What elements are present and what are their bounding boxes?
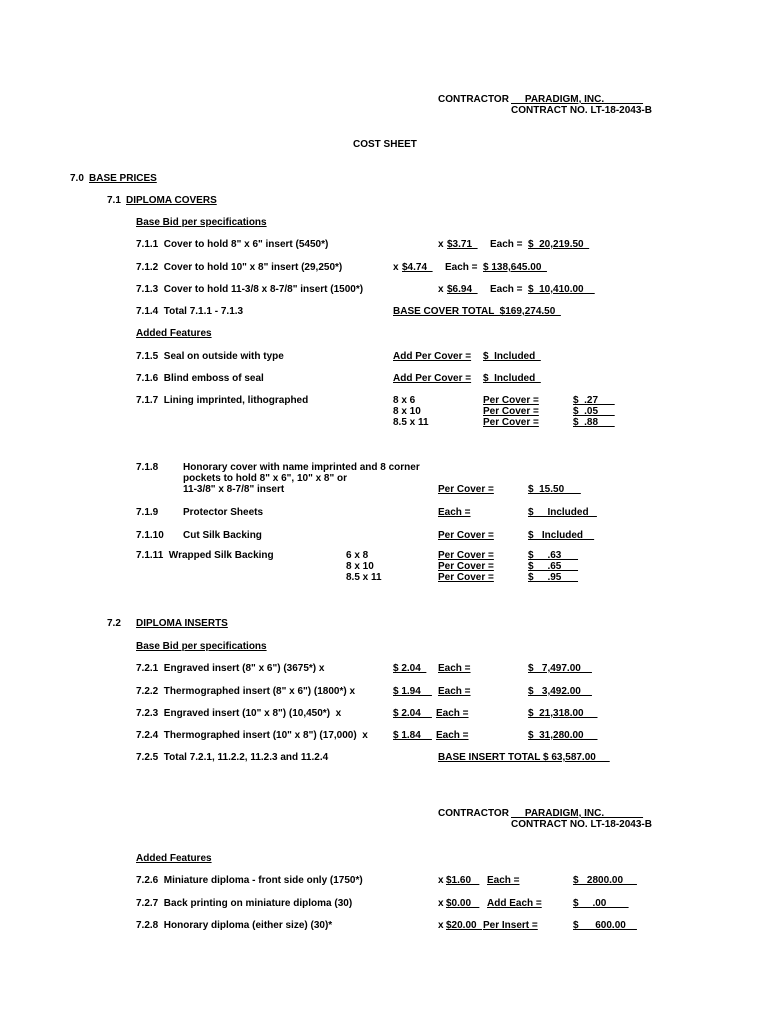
feature-719-per: Each =	[438, 507, 471, 518]
insert-723-label: 7.2.3 Engraved insert (10" x 8") (10,450*) x	[136, 708, 342, 719]
feature-717-per: Per Cover =	[483, 417, 539, 428]
cover-711-price: $3.71	[447, 239, 478, 250]
cover-713-mult: x	[438, 284, 447, 295]
feature-7111-size: 6 x 8	[346, 550, 369, 561]
cover-713-total: $ 10,410.00	[528, 284, 595, 295]
contract-number: CONTRACT NO. LT-18-2043-B	[511, 105, 652, 116]
extra-727-label: 7.2.7 Back printing on miniature diploma (30)	[136, 898, 353, 909]
insert-724-price: $ 1.84	[393, 730, 432, 741]
insert-total-label: 7.2.5 Total 7.2.1, 11.2.2, 11.2.3 and 11.2.4	[136, 752, 329, 763]
feature-7111-per: Per Cover =	[438, 550, 494, 561]
section-7-2-label: DIPLOMA INSERTS	[136, 618, 228, 629]
cover-711-each-label: Each =	[490, 239, 526, 250]
section-7-0-label: BASE PRICES	[89, 173, 157, 184]
cover-total-value: BASE COVER TOTAL $169,274.50	[393, 306, 561, 317]
insert-723-each: Each =	[436, 708, 469, 719]
feature-7110-value: $ Included	[528, 530, 595, 541]
section-7-1-label: DIPLOMA COVERS	[126, 195, 217, 206]
feature-718-number: 7.1.8	[136, 462, 159, 473]
feature-719-value: $ Included	[528, 507, 597, 518]
feature-7111-value: $ .63	[528, 550, 579, 561]
insert-total-value: BASE INSERT TOTAL $ 63,587.00	[438, 752, 610, 763]
extra-727-each: Add Each =	[487, 898, 542, 909]
insert-722-total: $ 3,492.00	[528, 686, 592, 697]
cover-711-mult: x	[438, 239, 447, 250]
feature-7111-label: 7.1.11 Wrapped Silk Backing	[136, 550, 274, 561]
insert-721-each: Each =	[438, 663, 471, 674]
feature-717-value: $ .88	[573, 417, 615, 428]
cover-712-label: 7.1.2 Cover to hold 10" x 8" insert (29,250*)	[136, 262, 343, 273]
cover-713-price: $6.94	[447, 284, 478, 295]
extra-728-price: $20.00	[446, 920, 483, 931]
insert-724-total: $ 31,280.00	[528, 730, 598, 741]
insert-722-each: Each =	[438, 686, 471, 697]
extra-728-label: 7.2.8 Honorary diploma (either size) (30)*	[136, 920, 333, 931]
cover-711-label: 7.1.1 Cover to hold 8" x 6" insert (5450*)	[136, 239, 329, 250]
cover-712-price: $4.74	[402, 262, 433, 273]
extra-728-total: $ 600.00	[573, 920, 637, 931]
feature-718-per: Per Cover =	[438, 484, 494, 495]
insert-723-total: $ 21,318.00	[528, 708, 598, 719]
added-features-heading: Added Features	[136, 328, 212, 339]
contractor-label: CONTRACTOR	[438, 94, 509, 105]
extra-726-mult: x	[438, 875, 447, 886]
extra-727-total: $ .00	[573, 898, 629, 909]
extra-728-mult: x	[438, 920, 447, 931]
cover-total-label: 7.1.4 Total 7.1.1 - 7.1.3	[136, 306, 244, 317]
feature-715-add-label: Add Per Cover =	[393, 351, 472, 362]
contractor-value: PARADIGM, INC.	[511, 94, 644, 105]
feature-7111-value: $ .65	[528, 561, 579, 572]
section-7-0-number: 7.0	[70, 173, 84, 184]
extra-726-label: 7.2.6 Miniature diploma - front side only (1750*)	[136, 875, 363, 886]
base-bid-heading: Base Bid per specifications	[136, 217, 267, 228]
added-features-heading: Added Features	[136, 853, 212, 864]
feature-7111-size: 8 x 10	[346, 561, 374, 572]
feature-717-size: 8.5 x 11	[393, 417, 429, 428]
base-bid-heading: Base Bid per specifications	[136, 641, 267, 652]
cover-712-total: $ 138,645.00	[483, 262, 547, 273]
extra-726-price: $1.60	[446, 875, 480, 886]
insert-724-label: 7.2.4 Thermographed insert (10" x 8") (17,000) x	[136, 730, 368, 741]
extra-726-total: $ 2800.00	[573, 875, 637, 886]
feature-716-label: 7.1.6 Blind emboss of seal	[136, 373, 264, 384]
feature-7111-size: 8.5 x 11	[346, 572, 382, 583]
feature-717-value: $ .27	[573, 395, 615, 406]
insert-721-label: 7.2.1 Engraved insert (8" x 6") (3675*) x	[136, 663, 325, 674]
insert-722-price: $ 1.94	[393, 686, 432, 697]
feature-7111-value: $ .95	[528, 572, 579, 583]
feature-715-value: $ Included	[483, 351, 541, 362]
feature-717-value: $ .05	[573, 406, 615, 417]
feature-717-label: 7.1.7 Lining imprinted, lithographed	[136, 395, 309, 406]
feature-7111-per: Per Cover =	[438, 561, 494, 572]
insert-722-label: 7.2.2 Thermographed insert (8" x 6") (1800*) x	[136, 686, 356, 697]
feature-716-value: $ Included	[483, 373, 541, 384]
page-title: COST SHEET	[353, 139, 417, 150]
feature-716-add-label: Add Per Cover =	[393, 373, 472, 384]
feature-718-line: pockets to hold 8" x 6", 10" x 8" or	[183, 473, 348, 484]
cover-713-each-label: Each =	[490, 284, 526, 295]
insert-723-price: $ 2.04	[393, 708, 432, 719]
feature-718-line: Honorary cover with name imprinted and 8 corner	[183, 462, 420, 473]
feature-719-label: Protector Sheets	[183, 507, 264, 518]
section-7-2-number: 7.2	[107, 618, 121, 629]
insert-721-total: $ 7,497.00	[528, 663, 592, 674]
extra-727-price: $0.00	[446, 898, 480, 909]
contractor-value: PARADIGM, INC.	[511, 808, 644, 819]
contract-number: CONTRACT NO. LT-18-2043-B	[511, 819, 652, 830]
cover-713-label: 7.1.3 Cover to hold 11-3/8 x 8-7/8" insert (1500*)	[136, 284, 364, 295]
feature-7110-per: Per Cover =	[438, 530, 494, 541]
cover-712-mult: x	[393, 262, 402, 273]
feature-717-size: 8 x 6	[393, 395, 416, 406]
feature-715-label: 7.1.5 Seal on outside with type	[136, 351, 284, 362]
extra-728-each: Per Insert =	[483, 920, 538, 931]
feature-718-value: $ 15.50	[528, 484, 581, 495]
section-7-1-number: 7.1	[107, 195, 121, 206]
feature-717-per: Per Cover =	[483, 406, 539, 417]
insert-721-price: $ 2.04	[393, 663, 427, 674]
cover-712-each-label: Each =	[445, 262, 481, 273]
feature-7110-label: Cut Silk Backing	[183, 530, 262, 541]
insert-724-each: Each =	[436, 730, 469, 741]
extra-726-each: Each =	[487, 875, 520, 886]
feature-719-number: 7.1.9	[136, 507, 159, 518]
feature-718-line: 11-3/8" x 8-7/8" insert	[183, 484, 285, 495]
feature-7110-number: 7.1.10	[136, 530, 164, 541]
feature-717-per: Per Cover =	[483, 395, 539, 406]
contractor-label: CONTRACTOR	[438, 808, 509, 819]
feature-717-size: 8 x 10	[393, 406, 421, 417]
cover-711-total: $ 20,219.50	[528, 239, 590, 250]
extra-727-mult: x	[438, 898, 447, 909]
feature-7111-per: Per Cover =	[438, 572, 494, 583]
